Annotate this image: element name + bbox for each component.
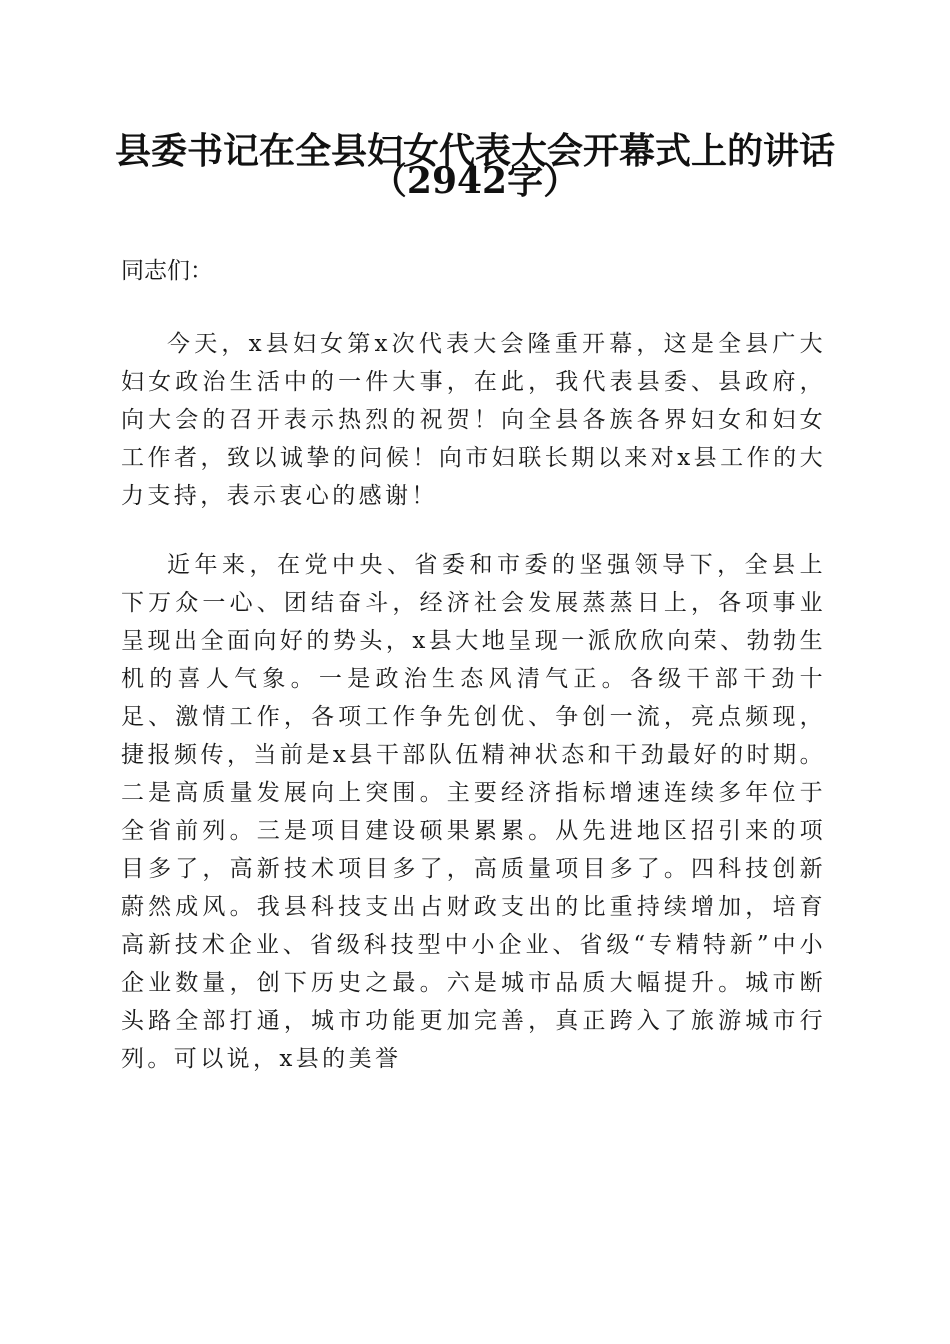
paragraph: 近年来，在党中央、省委和市委的坚强领导下，全县上下万众一心、团结奋斗，经济社会发展蒸蒸日上，各项事业呈现出全面向好的势头，x县大地呈现一派欣欣向荣、勃勃生机的喜人气象。一是政治生态风清气正。各级干部干劲十足、激情工作，各项工作争先创优、争创一流，亮点频现，捷报频传，当前是x县干部队伍精神状态和干劲最好的时期。二是高质量发展向上突围。主要经济指标增速连续多年位于全省前列。三是项目建设硕果累累。从先进地区招引来的项目多了，高新技术项目多了，高质量项目多了。四科技创新蔚然成风。我县科技支出占财政支出的比重持续增加，培育高新技术企业、省级科技型中小企业、省级“专精特新”中小企业数量，创下历史之最。六是城市品质大幅提升。城市断头路全部打通，城市功能更加完善，真正跨入了旅游城市行列。可以说，x县的美誉 bbox=[121, 552, 826, 1072]
document-title: 县委书记在全县妇女代表大会开幕式上的讲话 bbox=[114, 130, 835, 172]
salutation: 同志们： bbox=[121, 258, 213, 284]
document-subtitle: （2942字） bbox=[370, 160, 580, 202]
paragraph: 今天，x县妇女第x次代表大会隆重开幕，这是全县广大妇女政治生活中的一件大事，在此，我代表县委、县政府，向大会的召开表示热烈的祝贺！向全县各族各界妇女和妇女工作者，致以诚挚的问候！向市妇联长期以来对x县工作的大力支持，表示衷心的感谢！ bbox=[121, 331, 826, 509]
